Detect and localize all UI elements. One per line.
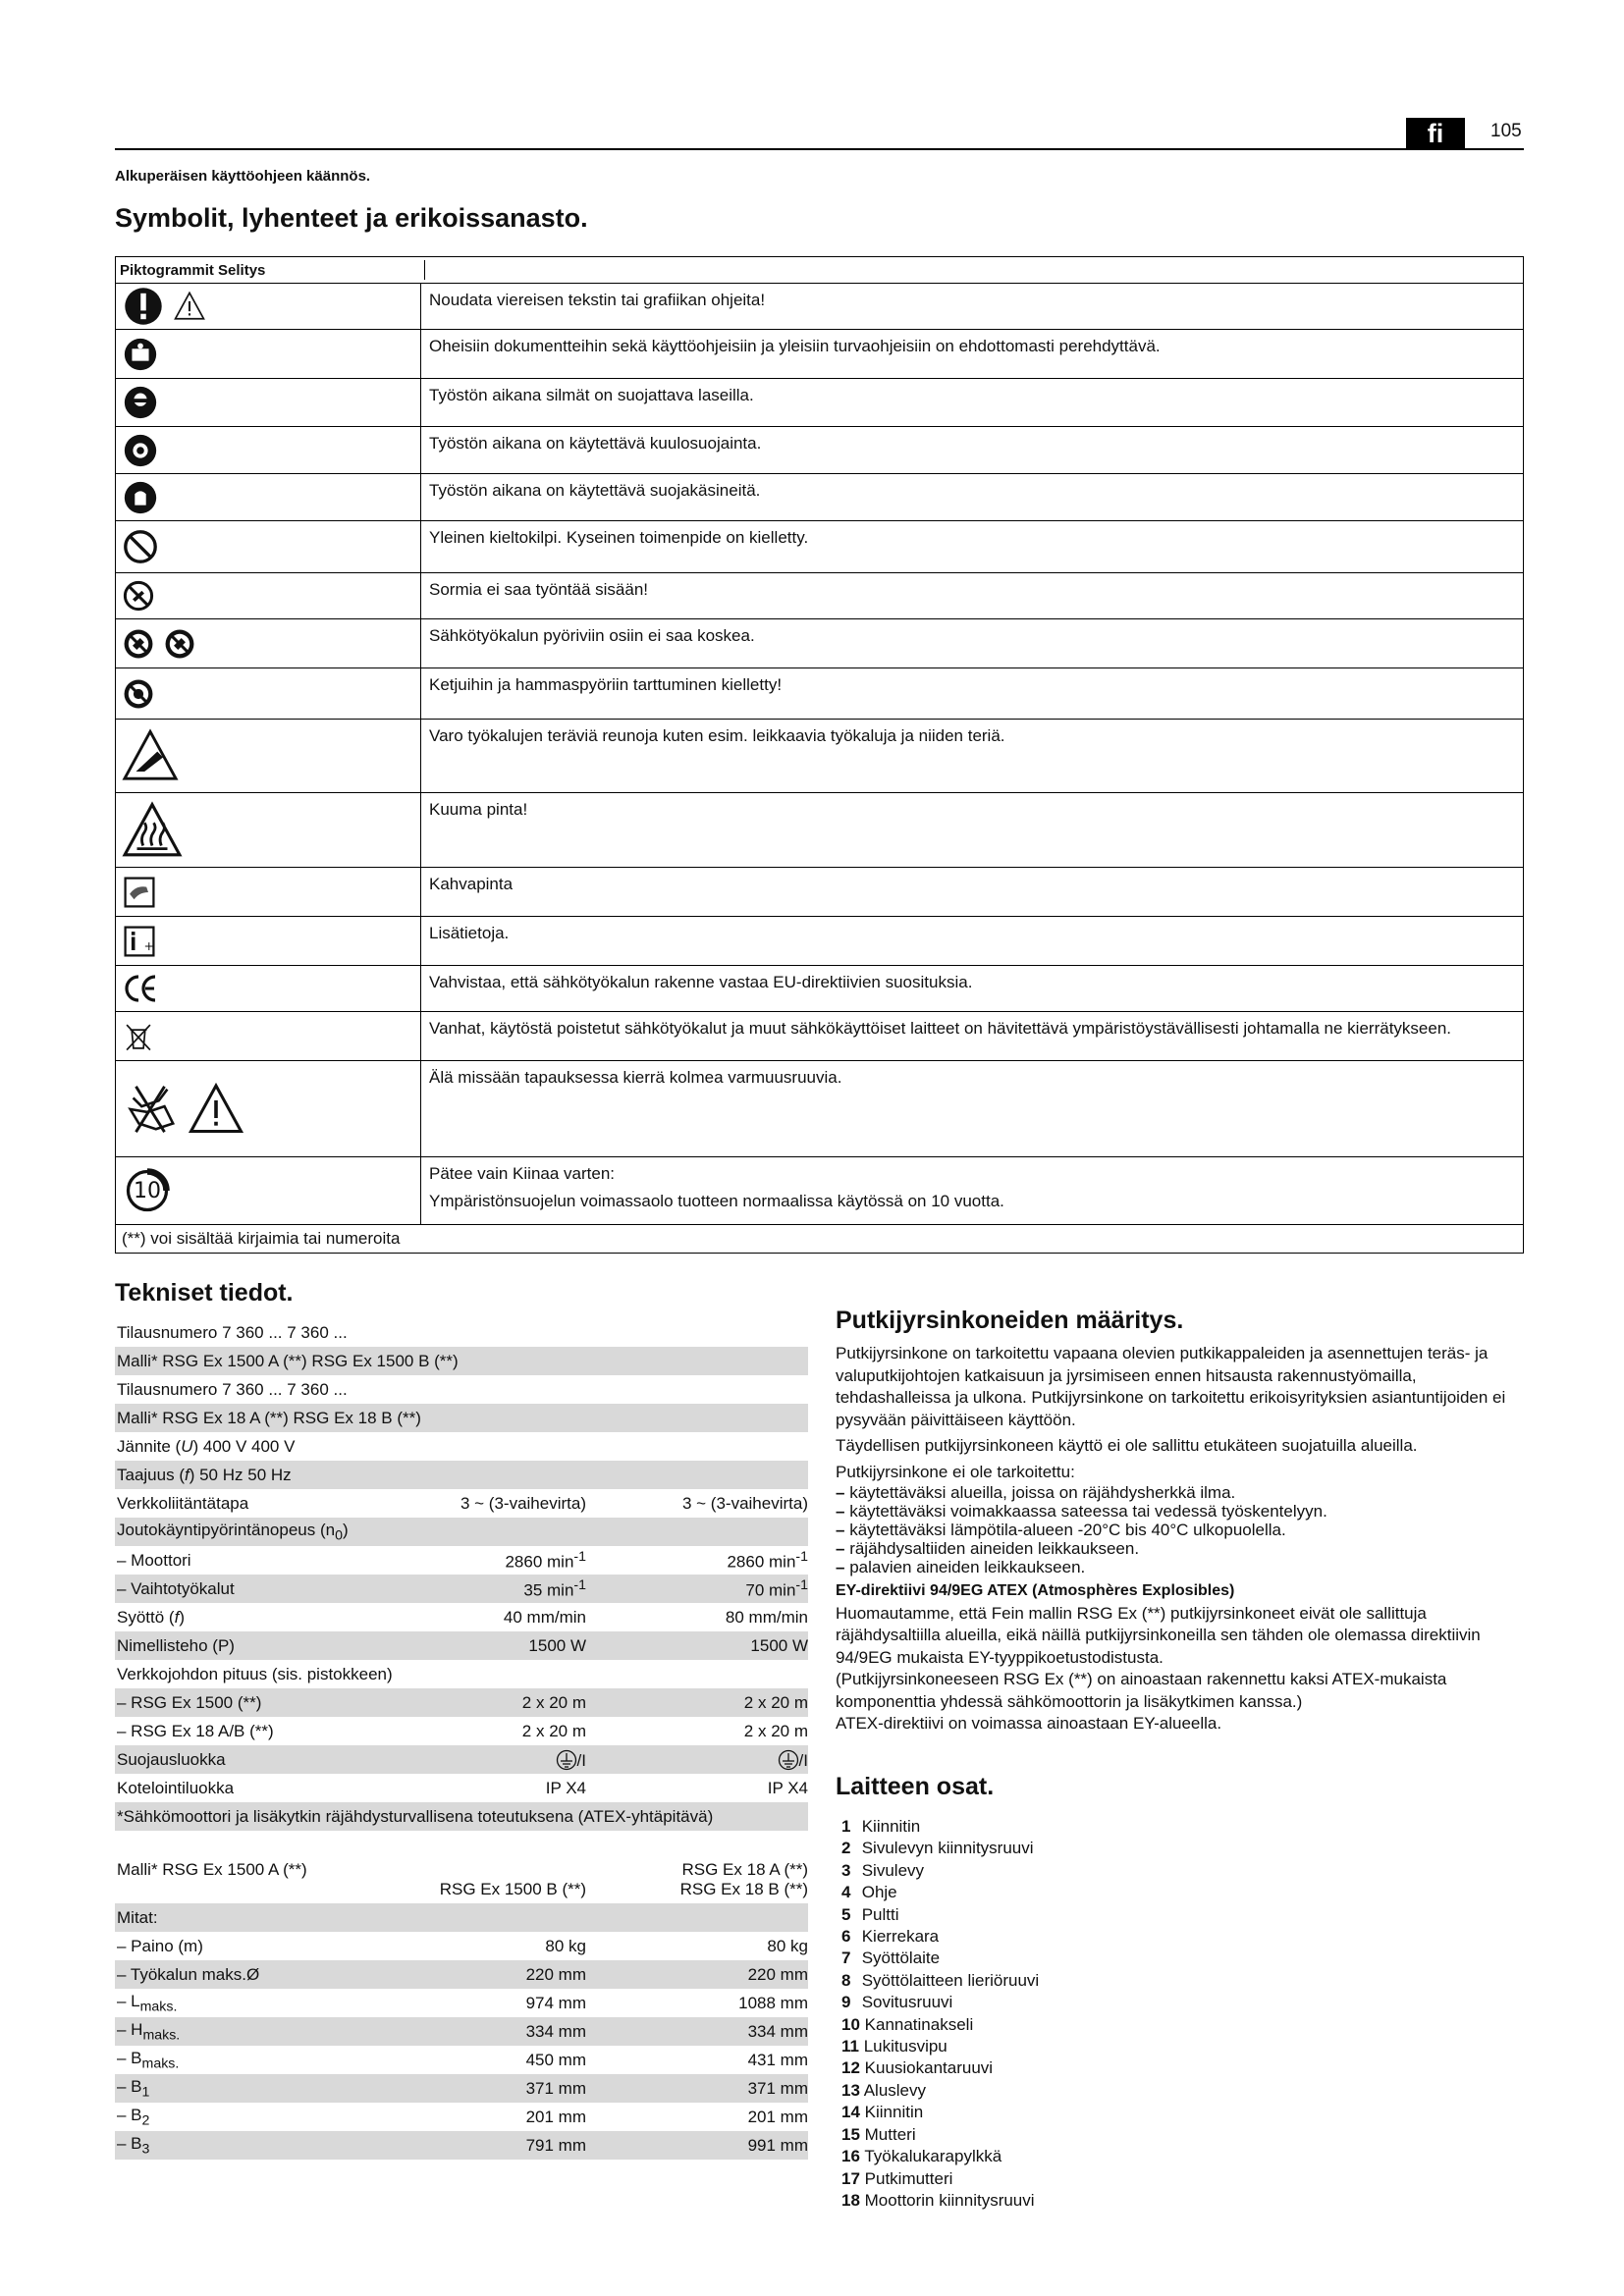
tech-value: 220 mm bbox=[525, 1964, 586, 1984]
gloves-icon bbox=[122, 479, 159, 516]
atex-paragraph: Huomautamme, että Fein mallin RSG Ex (**) putkijyrsinkoneet eivät ole sallittuja räjähdysaltiilla alueilla, eikä näillä putkijyrsinkoneilla sen tähden ole olemassa direktiivin 94/9EG mukaista EY-tyyppikoetustodistusta. bbox=[836, 1603, 1481, 1667]
tech-label: – $B_{maks.}$ bbox=[117, 2048, 180, 2072]
tech-value: 334 mm bbox=[747, 2021, 808, 2041]
tech-row bbox=[115, 1989, 808, 2017]
part-item bbox=[841, 2036, 1039, 2057]
part-number: 10 bbox=[841, 2014, 860, 2034]
symbol-row bbox=[116, 427, 1523, 474]
part-number: 16 bbox=[841, 2147, 860, 2166]
tech-label: Tilausnumero 7 360 ... 7 360 ... bbox=[117, 1322, 348, 1342]
tech-label: Kotelointiluokka bbox=[117, 1778, 235, 1797]
symbol-cell bbox=[116, 427, 421, 473]
tech-row bbox=[115, 1404, 808, 1432]
warning-triangle-icon bbox=[173, 290, 206, 323]
tech-label: – $B_3$ bbox=[117, 2133, 150, 2158]
tech-label: Verkkoliitäntätapa bbox=[117, 1493, 249, 1513]
symbol-row bbox=[116, 668, 1523, 720]
tech-value: 450 mm bbox=[525, 2050, 586, 2069]
tech-row bbox=[115, 1960, 808, 1989]
part-name: Kuusiokantaruuvi bbox=[859, 2058, 994, 2078]
part-name: Pultti bbox=[857, 1904, 899, 1924]
tech-value-line: RSG Ex 18 A (**) bbox=[681, 1860, 808, 1879]
symbol-description: Ketjuihin ja hammaspyöriin tarttuminen kielletty! bbox=[429, 675, 783, 694]
tech-value: 991 mm bbox=[747, 2135, 808, 2155]
symbol-row bbox=[116, 573, 1523, 619]
tech-label: – Vaihtotyökalut bbox=[117, 1578, 235, 1598]
protective-earth-icon bbox=[556, 1749, 577, 1771]
svg-text:+: + bbox=[143, 937, 155, 953]
tech-title: Tekniset tiedot. bbox=[115, 1279, 294, 1307]
symbol-cell bbox=[116, 868, 421, 916]
symbol-row bbox=[116, 1157, 1523, 1225]
atex-paragraph: (Putkijyrsinkoneeseen RSG Ex (**) on ainoastaan rakennettu kaksi ATEX-mukaista komponenttia yhdessä sähkömoottorin ja lisäkytkimen kanssa.) bbox=[836, 1670, 1447, 1711]
part-number: 15 bbox=[841, 2124, 860, 2144]
definition-title: Putkijyrsinkoneiden määritys. bbox=[836, 1307, 1184, 1334]
tech-value: 1088 mm bbox=[738, 1993, 808, 2012]
symbol-row bbox=[116, 474, 1523, 521]
symbol-row bbox=[116, 793, 1523, 868]
symbol-cell bbox=[116, 521, 421, 572]
symbol-description: Oheisiin dokumentteihin sekä käyttöohjeisiin ja yleisiin turvaohjeisiin on ehdottomasti perehdyttävä. bbox=[429, 337, 1161, 355]
tech-value: 35 $\min^{-1}$ bbox=[523, 1576, 586, 1600]
tech-value: 40 mm/min bbox=[503, 1607, 586, 1627]
tech-row bbox=[115, 2017, 808, 2046]
tech-value: 431 mm bbox=[747, 2050, 808, 2069]
parts-list bbox=[841, 1816, 1039, 2212]
tech-value bbox=[586, 1860, 808, 1899]
definition-paragraph: Putkijyrsinkone on tarkoitettu vapaana olevien putkikappaleiden ja asennettujen teräs- ja valuputkijohtojen katkaisuun ja jyrsimiseen ennen hitsausta rakennustyömailla, tehdashalleissa ja ulkona. Putkijyrsinkone on tarkoitettu erikoisyrityksien asiantuntijoiden ei pysyvään päivittäiseen käyttöön. bbox=[836, 1344, 1506, 1429]
symbol-table-note: (**) voi sisältää kirjaimia tai numeroita bbox=[122, 1229, 401, 1248]
part-item bbox=[841, 1860, 1039, 1882]
list-item: – käytettäväksi lämpötila-alueen -20°C bis 40°C ulkopuolella. bbox=[836, 1521, 1523, 1539]
symbol-row bbox=[116, 521, 1523, 573]
tech-label: – $H_{maks.}$ bbox=[117, 2019, 181, 2044]
china-10-badge bbox=[122, 1165, 173, 1216]
symbol-row bbox=[116, 619, 1523, 668]
symbol-cell bbox=[116, 793, 421, 867]
part-number: 17 bbox=[841, 2168, 860, 2188]
info-icon bbox=[122, 924, 157, 959]
spacer bbox=[115, 1831, 808, 1856]
sharp-edges-warning-icon bbox=[122, 727, 179, 784]
no-touch-rotating-icon bbox=[122, 627, 155, 661]
model-header-row bbox=[115, 1856, 808, 1903]
definition-paragraph: Täydellisen putkijyrsinkoneen käyttö ei ole sallittu etukäteen suojatuilla alueilla. bbox=[836, 1436, 1418, 1455]
symbol-description: Työstön aikana silmät on suojattava laseilla. bbox=[429, 386, 754, 404]
tech-value: 2 x 20 m bbox=[521, 1721, 586, 1740]
tech-row bbox=[115, 1489, 808, 1518]
tech-row bbox=[115, 1603, 808, 1631]
part-number: 2 bbox=[841, 1839, 851, 1858]
tech-label: – Moottori bbox=[117, 1550, 191, 1570]
definition-paragraph: Putkijyrsinkone ei ole tarkoitettu: bbox=[836, 1462, 1075, 1481]
part-name: Työkalukarapylkkä bbox=[859, 2147, 1002, 2166]
ce-mark-icon bbox=[122, 969, 161, 1008]
part-name: Syöttölaite bbox=[857, 1949, 941, 1968]
tech-row bbox=[115, 1688, 808, 1717]
tech-value: 70 $\min^{-1}$ bbox=[745, 1576, 808, 1600]
symbol-cell bbox=[116, 966, 421, 1011]
symbol-description: Varo työkalujen teräviä reunoja kuten esim. leikkaavia työkaluja ja niiden teriä. bbox=[429, 726, 1005, 745]
part-name: Sivulevyn kiinnitysruuvi bbox=[857, 1839, 1034, 1858]
tech-value: 80 kg bbox=[545, 1936, 586, 1955]
tech-value: 80 mm/min bbox=[725, 1607, 808, 1627]
symbol-cell bbox=[116, 284, 421, 329]
tech-value: 371 mm bbox=[525, 2078, 586, 2098]
part-number: 1 bbox=[841, 1817, 851, 1836]
part-name: Aluslevy bbox=[859, 2080, 927, 2100]
tech-label: Tilausnumero 7 360 ... 7 360 ... bbox=[117, 1379, 348, 1399]
tech-label: – Työkalun maks.Ø bbox=[117, 1964, 260, 1984]
tech-value: /I bbox=[586, 1749, 808, 1771]
warning-triangle-icon bbox=[187, 1080, 245, 1139]
symbol-row bbox=[116, 379, 1523, 427]
tech-row bbox=[115, 1432, 808, 1461]
tech-value: 2860 $\min^{-1}$ bbox=[505, 1548, 586, 1572]
symbol-description: Pätee vain Kiinaa varten: Ympäristönsuojelun voimassaolo tuotteen normaalissa käytössä on 10 vuotta. bbox=[421, 1157, 1523, 1224]
no-fingers-icon bbox=[122, 579, 155, 613]
part-number: 12 bbox=[841, 2058, 860, 2078]
tech-value: 2860 $\min^{-1}$ bbox=[727, 1548, 808, 1572]
read-manual-icon bbox=[122, 336, 159, 373]
tech-row bbox=[115, 1546, 808, 1575]
tech-label: Malli* RSG Ex 1500 A (**) RSG Ex 1500 B (**) bbox=[117, 1351, 459, 1370]
part-name: Putkimutteri bbox=[859, 2168, 953, 2188]
part-item bbox=[841, 2057, 1039, 2079]
tech-row bbox=[115, 1631, 808, 1660]
symbol-cell bbox=[116, 1157, 421, 1224]
symbol-description: Vanhat, käytöstä poistetut sähkötyökalut ja muut sähkökäyttöiset laitteet on hävitettävä ympäristöystävällisesti johtamalla ne kierrätykseen. bbox=[429, 1019, 1452, 1038]
part-name: Kierrekara bbox=[857, 1927, 940, 1947]
part-number: 7 bbox=[841, 1949, 851, 1968]
tech-value: 3 ~ (3-vaihevirta) bbox=[460, 1493, 586, 1513]
tech-value: 201 mm bbox=[525, 2107, 586, 2126]
part-item bbox=[841, 1816, 1039, 1838]
list-item: – palavien aineiden leikkaukseen. bbox=[836, 1558, 1523, 1576]
part-name: Ohje bbox=[857, 1883, 897, 1902]
tech-row bbox=[115, 1660, 808, 1688]
tech-value: 2 x 20 m bbox=[521, 1692, 586, 1712]
tech-row bbox=[115, 1347, 808, 1375]
symbol-cell bbox=[116, 379, 421, 426]
tech-label: Verkkojohdon pituus (sis. pistokkeen) bbox=[117, 1664, 393, 1683]
part-item bbox=[841, 1882, 1039, 1903]
tech-value: IP X4 bbox=[545, 1778, 586, 1797]
tech-value: /I bbox=[360, 1749, 586, 1771]
part-number: 18 bbox=[841, 2190, 860, 2210]
tech-row bbox=[115, 1802, 808, 1831]
part-number: 6 bbox=[841, 1927, 851, 1947]
header-rule bbox=[115, 148, 1524, 150]
part-name: Moottorin kiinnitysruuvi bbox=[859, 2190, 1035, 2210]
tech-value: 2 x 20 m bbox=[743, 1721, 808, 1740]
tech-row bbox=[115, 2103, 808, 2131]
tech-row bbox=[115, 2046, 808, 2074]
language-tab: fi bbox=[1406, 118, 1465, 150]
part-item bbox=[841, 2124, 1039, 2146]
symbol-table-header bbox=[116, 257, 1523, 284]
symbol-row bbox=[116, 720, 1523, 793]
part-number: 13 bbox=[841, 2080, 860, 2100]
tech-label: Mitat: bbox=[117, 1907, 158, 1927]
tech-label: – RSG Ex 18 A/B (**) bbox=[117, 1721, 274, 1740]
part-name: Kiinnitin bbox=[859, 2103, 924, 2122]
symbol-cell bbox=[116, 474, 421, 520]
part-name: Sivulevy bbox=[857, 1860, 925, 1880]
symbol-row bbox=[116, 868, 1523, 917]
symbol-row bbox=[116, 330, 1523, 379]
tech-value: RSG Ex 1500 B (**) bbox=[439, 1880, 586, 1898]
symbol-row bbox=[116, 1012, 1523, 1061]
part-number: 8 bbox=[841, 1970, 851, 1990]
symbol-row bbox=[116, 284, 1523, 330]
atex-paragraph: ATEX-direktiivi on voimassa ainoastaan EY-alueella. bbox=[836, 1714, 1222, 1733]
symbol-cell bbox=[116, 668, 421, 719]
part-item bbox=[841, 1926, 1039, 1948]
prohibition-icon bbox=[122, 528, 159, 565]
tech-value-line: RSG Ex 18 B (**) bbox=[679, 1880, 808, 1898]
tech-label: Malli* RSG Ex 18 A (**) RSG Ex 18 B (**) bbox=[117, 1408, 421, 1427]
tech-value: 2 x 20 m bbox=[743, 1692, 808, 1712]
tech-row bbox=[115, 1461, 808, 1489]
atex-subtitle: EY-direktiivi 94/9EG ATEX (Atmosphères Explosibles) bbox=[836, 1582, 1235, 1599]
symbol-description: Lisätietoja. bbox=[429, 924, 510, 942]
tech-value: 201 mm bbox=[747, 2107, 808, 2126]
part-item bbox=[841, 2190, 1039, 2212]
part-item bbox=[841, 1970, 1039, 1992]
tech-row bbox=[115, 2131, 808, 2160]
part-item bbox=[841, 1992, 1039, 2013]
part-number: 11 bbox=[841, 2037, 859, 2056]
symbol-cell bbox=[116, 1061, 421, 1156]
symbol-description-line: Ympäristönsuojelun voimassaolo tuotteen normaalissa käytössä on 10 vuotta. bbox=[429, 1192, 1004, 1210]
tech-row bbox=[115, 1375, 808, 1404]
tech-row bbox=[115, 1717, 808, 1745]
symbol-cell bbox=[116, 330, 421, 378]
symbol-cell bbox=[116, 917, 421, 965]
tech-value: IP X4 bbox=[767, 1778, 808, 1797]
page-title: Symbolit, lyhenteet ja erikoissanasto. bbox=[115, 203, 588, 233]
definition-section bbox=[836, 1343, 1523, 1739]
symbol-description: Älä missään tapauksessa kierrä kolmea varmuusruuvia. bbox=[429, 1068, 842, 1087]
tech-label: Taajuus (f) 50 Hz 50 Hz bbox=[117, 1465, 292, 1484]
tech-value: 220 mm bbox=[747, 1964, 808, 1984]
part-number: 3 bbox=[841, 1860, 851, 1880]
symbol-description: Vahvistaa, että sähkötyökalun rakenne vastaa EU-direktiivien suosituksia. bbox=[429, 973, 973, 991]
tech-row bbox=[115, 1932, 808, 1960]
tech-value: 3 ~ (3-vaihevirta) bbox=[681, 1493, 808, 1513]
tech-label: – $B_2$ bbox=[117, 2105, 150, 2129]
grip-surface-icon bbox=[122, 875, 157, 910]
china-10-label: 10 bbox=[134, 1178, 161, 1203]
symbol-table-head-col1: Piktogrammit Selitys bbox=[120, 260, 425, 280]
part-item bbox=[841, 2014, 1039, 2036]
symbol-table-head-col2 bbox=[425, 260, 1519, 280]
symbol-row bbox=[116, 1061, 1523, 1157]
tech-label: – RSG Ex 1500 (**) bbox=[117, 1692, 262, 1712]
tech-row bbox=[115, 2074, 808, 2103]
not-intended-list bbox=[836, 1483, 1523, 1576]
tech-label: – Paino (m) bbox=[117, 1936, 203, 1955]
eye-protection-icon bbox=[122, 384, 159, 421]
symbol-description: Kahvapinta bbox=[429, 875, 514, 893]
weee-bin-icon bbox=[122, 1020, 155, 1053]
tech-row bbox=[115, 1745, 808, 1774]
part-number: 4 bbox=[841, 1883, 851, 1902]
symbol-description: Yleinen kieltokilpi. Kyseinen toimenpide on kielletty. bbox=[429, 528, 809, 547]
tech-label: – $B_1$ bbox=[117, 2076, 150, 2101]
protective-earth-icon bbox=[778, 1749, 799, 1771]
tech-value: 1500 W bbox=[528, 1635, 586, 1655]
part-number: 9 bbox=[841, 1993, 851, 2012]
list-item: – käytettäväksi alueilla, joissa on räjähdysherkkä ilma. bbox=[836, 1483, 1523, 1502]
tech-value: 1500 W bbox=[750, 1635, 808, 1655]
tech-value: 80 kg bbox=[767, 1936, 808, 1955]
part-name: Kannatinakseli bbox=[859, 2014, 974, 2034]
no-screws-icon bbox=[122, 1081, 179, 1138]
part-name: Lukitusvipu bbox=[858, 2037, 947, 2056]
symbol-cell bbox=[116, 1012, 421, 1060]
hot-surface-warning-icon bbox=[122, 800, 183, 861]
symbol-description: Työstön aikana on käytettävä kuulosuojainta. bbox=[429, 434, 762, 453]
part-name: Kiinnitin bbox=[857, 1817, 921, 1836]
ear-protection-icon bbox=[122, 432, 159, 469]
tech-value: 371 mm bbox=[747, 2078, 808, 2098]
list-item: – räjähdysaltiiden aineiden leikkaukseen. bbox=[836, 1539, 1523, 1558]
tech-label: Suojausluokka bbox=[117, 1749, 226, 1769]
tech-table bbox=[115, 1318, 808, 2160]
symbol-description: Sormia ei saa työntää sisään! bbox=[429, 580, 649, 599]
tech-value: 334 mm bbox=[525, 2021, 586, 2041]
symbol-row bbox=[116, 966, 1523, 1012]
part-item bbox=[841, 1838, 1039, 1859]
part-number: 14 bbox=[841, 2103, 860, 2122]
part-item bbox=[841, 1904, 1039, 1926]
tech-label: Syöttö (f) bbox=[117, 1607, 185, 1627]
symbol-cell bbox=[116, 619, 421, 667]
part-item bbox=[841, 2168, 1039, 2190]
page-number: 105 bbox=[1490, 121, 1522, 141]
part-name: Syöttölaitteen lieriöruuvi bbox=[857, 1970, 1040, 1990]
no-chain-gear-icon bbox=[122, 677, 155, 711]
symbol-description: Työstön aikana on käytettävä suojakäsineitä. bbox=[429, 481, 761, 500]
tech-row bbox=[115, 1903, 808, 1932]
tech-label: *Sähkömoottori ja lisäkytkin räjähdysturvallisena toteutuksena (ATEX-yhtäpitävä) bbox=[117, 1806, 714, 1826]
tech-row bbox=[115, 1518, 808, 1546]
tech-row bbox=[115, 1774, 808, 1802]
parts-title: Laitteen osat. bbox=[836, 1773, 995, 1800]
tech-label: Jännite (U) 400 V 400 V bbox=[117, 1436, 296, 1456]
part-item bbox=[841, 1948, 1039, 1969]
tech-label: Nimellisteho (P) bbox=[117, 1635, 235, 1655]
tech-value: 974 mm bbox=[525, 1993, 586, 2012]
tech-value: 791 mm bbox=[525, 2135, 586, 2155]
no-touch-rotating-icon bbox=[163, 627, 196, 661]
list-item: – käytettäväksi voimakkaassa sateessa tai vedessä työskentelyyn. bbox=[836, 1502, 1523, 1521]
part-item bbox=[841, 2102, 1039, 2123]
part-name: Mutteri bbox=[859, 2124, 916, 2144]
part-item bbox=[841, 2080, 1039, 2102]
tech-label: Malli* RSG Ex 1500 A (**) bbox=[117, 1860, 307, 1879]
symbol-table bbox=[115, 256, 1524, 1254]
tech-row bbox=[115, 1318, 808, 1347]
tech-row bbox=[115, 1575, 808, 1603]
part-number: 5 bbox=[841, 1904, 851, 1924]
symbol-description: Noudata viereisen tekstin tai grafiikan ohjeita! bbox=[429, 291, 766, 309]
symbol-cell bbox=[116, 573, 421, 618]
part-item bbox=[841, 2146, 1039, 2167]
mandatory-icon bbox=[122, 285, 165, 328]
tech-label: Joutokäyntipyörintänopeus $(n_0)$ bbox=[117, 1520, 349, 1544]
part-name: Sovitusruuvi bbox=[857, 1993, 953, 2012]
symbol-description: Kuuma pinta! bbox=[429, 800, 528, 819]
tech-label: – $L_{maks.}$ bbox=[117, 1991, 178, 2015]
symbol-cell bbox=[116, 720, 421, 792]
translation-note: Alkuperäisen käyttöohjeen käännös. bbox=[115, 168, 371, 185]
symbol-row bbox=[116, 917, 1523, 966]
symbol-description: Sähkötyökalun pyöriviin osiin ei saa koskea. bbox=[429, 626, 755, 645]
